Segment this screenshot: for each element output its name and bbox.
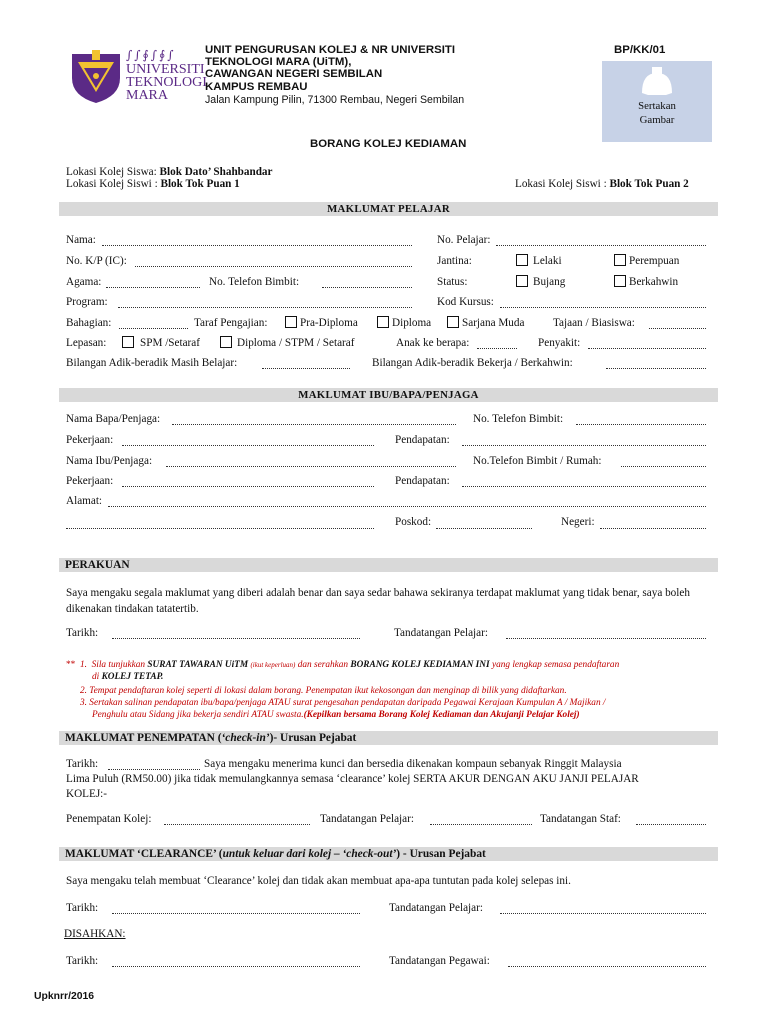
field-nama[interactable] bbox=[102, 245, 412, 246]
header-address: Jalan Kampung Pilin, 71300 Rembau, Negeri Sembilan bbox=[205, 94, 465, 106]
field-clearance-tt-pelajar[interactable] bbox=[500, 913, 706, 914]
checkbox-bujang[interactable] bbox=[516, 275, 528, 287]
label-bahagian: Bahagian: bbox=[66, 317, 112, 329]
note-1-num: 1. bbox=[79, 660, 87, 670]
lokasi-label-3: Lokasi Kolej Siswi : bbox=[515, 178, 607, 190]
label-sarjana-muda: Sarjana Muda bbox=[462, 317, 525, 329]
lokasi-label-2: Lokasi Kolej Siswi : bbox=[66, 178, 158, 190]
label-diploma: Diploma bbox=[392, 317, 432, 329]
uitm-calligraphy: ∫∫∮∫∮∫ bbox=[126, 48, 176, 62]
checkbox-spm[interactable] bbox=[122, 336, 134, 348]
photo-label-line-1: Sertakan bbox=[638, 100, 676, 112]
penempatan-text-1: Saya mengaku menerima kunci dan bersedia dikenakan kompaun sebanyak Ringgit Malaysia bbox=[204, 758, 622, 770]
field-nama-ibu[interactable] bbox=[166, 466, 456, 467]
photo-label-line-2: Gambar bbox=[639, 114, 675, 126]
note-1-b: SURAT TAWARAN UiTM bbox=[147, 660, 249, 670]
field-perakuan-tarikh[interactable] bbox=[112, 638, 360, 639]
label-nama-bapa: Nama Bapa/Penjaga: bbox=[66, 413, 161, 425]
section-bar-penjaga: MAKLUMAT IBU/BAPA/PENJAGA bbox=[59, 388, 718, 402]
note-3: 3. Sertakan salinan pendapatan ibu/bapa/penjaga ATAU surat pengesahan pendapatan daripada Pegawai Kerajaan Kumpulan A / Majikan / bbox=[80, 698, 606, 708]
label-clearance-tt-pegawai: Tandatangan Pegawai: bbox=[389, 955, 490, 967]
section-bar-pelajar: MAKLUMAT PELAJAR bbox=[59, 202, 718, 216]
clearance-text: Saya mengaku telah membuat ‘Clearance’ kolej dan tidak akan membuat apa-apa tuntutan pada kolej selepas ini. bbox=[66, 875, 571, 887]
field-pekerjaan-1[interactable] bbox=[122, 445, 374, 446]
form-code: BP/KK/01 bbox=[614, 44, 666, 56]
note-1-c: (ikut keperluan) bbox=[250, 661, 296, 669]
label-adik-bekerja: Bilangan Adik-beradik Bekerja / Berkahwin: bbox=[372, 357, 573, 369]
note-1-h: KOLEJ TETAP. bbox=[101, 672, 164, 682]
field-program[interactable] bbox=[118, 307, 412, 308]
note-3-cont bbox=[92, 710, 580, 720]
label-penempatan-tt-pelajar: Tandatangan Pelajar: bbox=[320, 813, 414, 825]
field-kod-kursus[interactable] bbox=[500, 307, 706, 308]
label-program: Program: bbox=[66, 296, 108, 308]
label-nama-ibu: Nama Ibu/Penjaga: bbox=[66, 455, 153, 467]
field-no-telefon[interactable] bbox=[322, 287, 412, 288]
form-title: BORANG KOLEJ KEDIAMAN bbox=[310, 138, 467, 150]
label-negeri: Negeri: bbox=[561, 516, 595, 528]
label-lelaki: Lelaki bbox=[533, 255, 562, 267]
label-tel-rumah: No.Telefon Bimbit / Rumah: bbox=[473, 455, 602, 467]
field-clearance-tarikh-2[interactable] bbox=[112, 966, 360, 967]
field-adik-bekerja[interactable] bbox=[606, 368, 706, 369]
label-agama: Agama: bbox=[66, 276, 102, 288]
penempatan-title-a: MAKLUMAT PENEMPATAN ( bbox=[65, 732, 222, 744]
label-no-telefon: No. Telefon Bimbit: bbox=[209, 276, 300, 288]
label-perakuan-tandatangan: Tandatangan Pelajar: bbox=[394, 627, 488, 639]
note-1-a: Sila tunjukkan bbox=[91, 660, 146, 670]
label-taraf: Taraf Pengajian: bbox=[194, 317, 268, 329]
section-bar-penempatan bbox=[59, 731, 718, 745]
field-tel-bimbit[interactable] bbox=[576, 424, 706, 425]
header-title-line-3: CAWANGAN NEGERI SEMBILAN bbox=[205, 68, 383, 81]
label-status: Status: bbox=[437, 276, 468, 288]
label-penempatan-kolej: Penempatan Kolej: bbox=[66, 813, 152, 825]
note-1 bbox=[66, 660, 619, 670]
field-adik-belajar[interactable] bbox=[262, 368, 350, 369]
label-clearance-tarikh-2: Tarikh: bbox=[66, 955, 99, 967]
uitm-logo bbox=[70, 48, 206, 104]
label-berkahwin: Berkahwin bbox=[629, 276, 679, 288]
field-penempatan-tt-pelajar[interactable] bbox=[430, 824, 532, 825]
lokasi-label-1: Lokasi Kolej Siswa: bbox=[66, 166, 157, 178]
label-tel-bimbit: No. Telefon Bimbit: bbox=[473, 413, 564, 425]
lokasi-row-1 bbox=[66, 166, 273, 178]
section-bar-clearance bbox=[59, 847, 718, 861]
field-bahagian[interactable] bbox=[119, 328, 188, 329]
field-nama-bapa[interactable] bbox=[172, 424, 456, 425]
note-1-cont bbox=[92, 672, 163, 682]
field-tel-rumah[interactable] bbox=[621, 466, 706, 467]
lokasi-row-2 bbox=[66, 178, 240, 190]
label-penempatan-tt-staf: Tandatangan Staf: bbox=[540, 813, 621, 825]
field-poskod[interactable] bbox=[436, 528, 532, 529]
label-lepasan: Lepasan: bbox=[66, 337, 107, 349]
checkbox-pra-diploma[interactable] bbox=[285, 316, 297, 328]
label-bujang: Bujang bbox=[533, 276, 566, 288]
field-no-pelajar[interactable] bbox=[496, 245, 706, 246]
penempatan-text-3: KOLEJ:- bbox=[66, 788, 108, 800]
clearance-title-c: ) - Urusan Pejabat bbox=[396, 848, 486, 860]
perakuan-text: Saya mengaku segala maklumat yang diberi adalah benar dan saya sedar bahawa sekiranya terdapat maklumat yang tidak benar, saya boleh dikenakan tindakan tatatertib. bbox=[66, 587, 690, 615]
label-diploma-stpm: Diploma / STPM / Setaraf bbox=[237, 337, 355, 349]
footer-code: Upknrr/2016 bbox=[34, 991, 95, 1002]
checkbox-perempuan[interactable] bbox=[614, 254, 626, 266]
label-kod-kursus: Kod Kursus: bbox=[437, 296, 494, 308]
logo-line-1: UNIVERSITI bbox=[126, 62, 205, 77]
label-anak-ke: Anak ke berapa: bbox=[396, 337, 470, 349]
header-title-line-1: UNIT PENGURUSAN KOLEJ & NR UNIVERSITI bbox=[205, 44, 455, 56]
note-1-d: dan serahkan bbox=[297, 660, 349, 670]
lokasi-row-3 bbox=[515, 178, 689, 190]
label-perempuan: Perempuan bbox=[629, 255, 680, 267]
field-penempatan-kolej[interactable] bbox=[164, 824, 310, 825]
label-disahkan: DISAHKAN: bbox=[64, 928, 126, 940]
clearance-title-b: untuk keluar dari kolej – ‘check-out’ bbox=[222, 848, 397, 860]
field-pendapatan-1[interactable] bbox=[462, 445, 706, 446]
header-title bbox=[205, 44, 455, 93]
penempatan-title-c: )- Urusan Pejabat bbox=[269, 732, 357, 744]
checkbox-berkahwin[interactable] bbox=[614, 275, 626, 287]
label-pekerjaan-1: Pekerjaan: bbox=[66, 434, 114, 446]
field-pekerjaan-2[interactable] bbox=[122, 486, 374, 487]
label-jantina: Jantina: bbox=[437, 255, 472, 267]
logo-line-3: MARA bbox=[126, 88, 169, 103]
lokasi-value-3: Blok Tok Puan 2 bbox=[609, 178, 689, 190]
logo-line-2: TEKNOLOGI bbox=[126, 75, 207, 90]
label-no-pelajar: No. Pelajar: bbox=[437, 234, 491, 246]
lokasi-value-2: Blok Tok Puan 1 bbox=[160, 178, 240, 190]
label-adik-belajar: Bilangan Adik-beradik Masih Belajar: bbox=[66, 357, 238, 369]
header-title-line-4: KAMPUS REMBAU bbox=[205, 80, 308, 93]
note-1-f: yang lengkap semasa pendaftaran bbox=[491, 660, 620, 670]
penempatan-title-b: ‘check-in’ bbox=[221, 732, 270, 744]
note-stars: ** bbox=[66, 660, 76, 670]
field-pendapatan-2[interactable] bbox=[462, 486, 706, 487]
field-perakuan-tandatangan[interactable] bbox=[506, 638, 706, 639]
field-alamat-1[interactable] bbox=[108, 506, 706, 507]
label-penempatan-tarikh: Tarikh: bbox=[66, 758, 99, 770]
label-penyakit: Penyakit: bbox=[538, 337, 581, 349]
label-clearance-tarikh-1: Tarikh: bbox=[66, 902, 99, 914]
label-nama: Nama: bbox=[66, 234, 96, 246]
field-tajaan[interactable] bbox=[649, 328, 706, 329]
label-pekerjaan-2: Pekerjaan: bbox=[66, 475, 114, 487]
clearance-title-a: MAKLUMAT ‘CLEARANCE’ ( bbox=[65, 848, 223, 860]
label-clearance-tt-pelajar: Tandatangan Pelajar: bbox=[389, 902, 483, 914]
label-pendapatan-1: Pendapatan: bbox=[395, 434, 450, 446]
field-no-kp[interactable] bbox=[135, 266, 412, 267]
note-2: 2. Tempat pendaftaran kolej seperti di lokasi dalam borang. Penempatan ikut kekosongan dan menginap di bilik yang didaftarkan. bbox=[80, 686, 567, 696]
note-1-e: BORANG KOLEJ KEDIAMAN INI bbox=[350, 660, 490, 670]
checkbox-lelaki[interactable] bbox=[516, 254, 528, 266]
label-pendapatan-2: Pendapatan: bbox=[395, 475, 450, 487]
note-3-c: (Kepilkan bersama Borang Kolej Kediaman dan Akujanji Pelajar Kolej) bbox=[303, 710, 580, 720]
label-no-kp: No. K/P (IC): bbox=[66, 255, 127, 267]
lokasi-value-1: Blok Dato’ Shahbandar bbox=[159, 166, 273, 178]
label-pra-diploma: Pra-Diploma bbox=[300, 317, 358, 329]
header-title-line-2: TEKNOLOGI MARA (UiTM), bbox=[205, 56, 352, 69]
field-alamat-2[interactable] bbox=[66, 528, 374, 529]
field-penyakit[interactable] bbox=[588, 348, 706, 349]
field-anak-ke[interactable] bbox=[477, 348, 517, 349]
label-poskod: Poskod: bbox=[395, 516, 432, 528]
label-spm: SPM /Setaraf bbox=[140, 337, 200, 349]
field-penempatan-tarikh[interactable] bbox=[108, 769, 200, 770]
field-clearance-tt-pegawai[interactable] bbox=[508, 966, 706, 967]
checkbox-diploma[interactable] bbox=[377, 316, 389, 328]
label-tajaan: Tajaan / Biasiswa: bbox=[553, 317, 635, 329]
field-agama[interactable] bbox=[106, 287, 200, 288]
field-negeri[interactable] bbox=[600, 528, 706, 529]
label-perakuan-tarikh: Tarikh: bbox=[66, 627, 99, 639]
penempatan-text-2: Lima Puluh (RM50.00) jika tidak memulangkannya semasa ‘clearance’ kolej SERTA AKUR DENGAN AKU JANJI PELAJAR bbox=[66, 773, 639, 785]
field-penempatan-tt-staf[interactable] bbox=[636, 824, 706, 825]
checkbox-sarjana-muda[interactable] bbox=[447, 316, 459, 328]
field-clearance-tarikh-1[interactable] bbox=[112, 913, 360, 914]
checkbox-diploma-stpm[interactable] bbox=[220, 336, 232, 348]
note-1-g: di bbox=[92, 672, 100, 682]
section-bar-perakuan: PERAKUAN bbox=[59, 558, 718, 572]
photo-placeholder[interactable] bbox=[602, 61, 712, 142]
note-3-b: Penghulu atau Sidang jika bekerja sendiri ATAU swasta. bbox=[92, 710, 304, 720]
label-alamat: Alamat: bbox=[66, 495, 103, 507]
uitm-crest-icon bbox=[70, 48, 122, 104]
